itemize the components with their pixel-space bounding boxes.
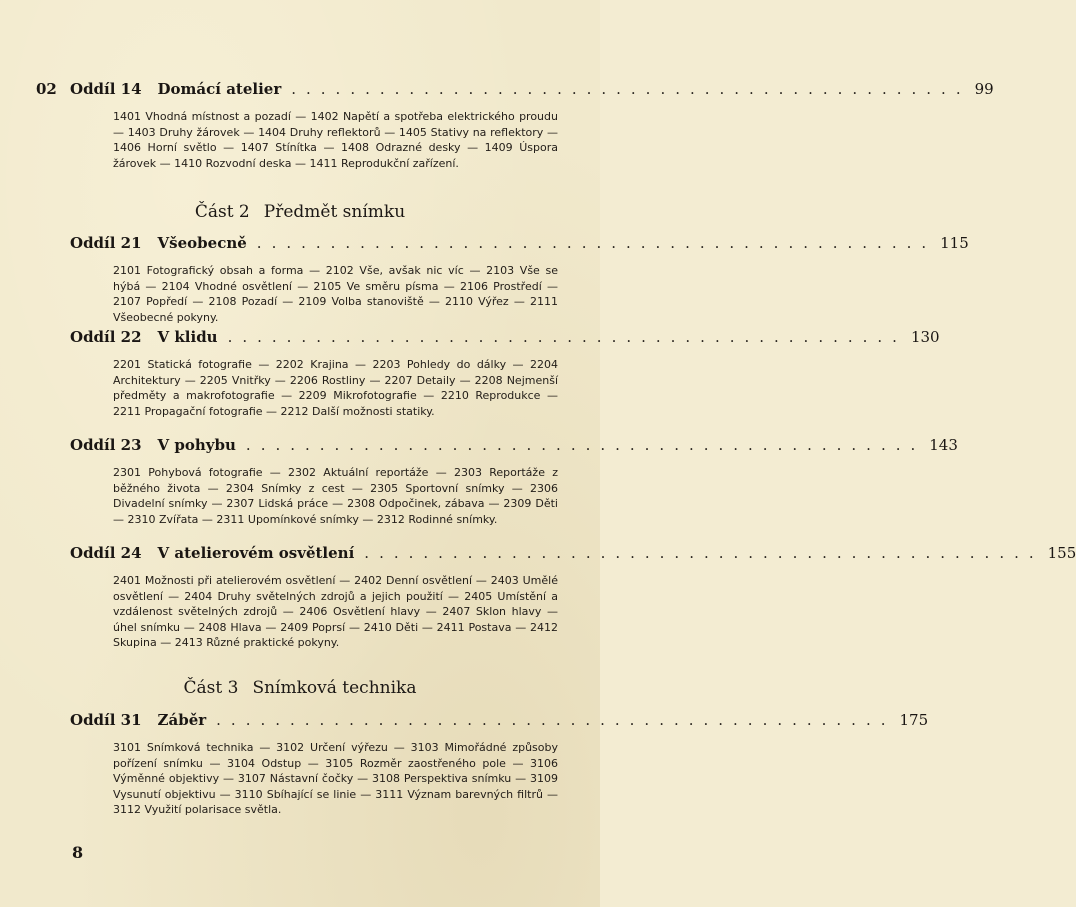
toc-entry-line (70, 234, 969, 252)
section-page-number: 115 (940, 234, 969, 252)
section-title: Všeobecně (157, 234, 247, 252)
section-page-number: 155 (1047, 544, 1076, 562)
toc-section (70, 234, 969, 325)
toc-section (70, 328, 940, 419)
toc-section (70, 436, 958, 527)
dot-leader: .............................................. (245, 436, 926, 454)
section-number: Oddíl 23 (70, 436, 142, 454)
dot-leader: .............................................. (256, 234, 937, 252)
section-number: Oddíl 21 (70, 234, 142, 252)
section-title: V pohybu (157, 436, 236, 454)
section-page-number: 175 (899, 711, 929, 729)
part-label: Část 2 (194, 202, 250, 222)
dot-leader: .............................................. (216, 711, 896, 729)
toc-entry-line (70, 328, 940, 346)
section-number: Oddíl 24 (70, 544, 142, 562)
part-title: Předmět snímku (263, 202, 406, 222)
section-contents: 1401 Vhodná místnost a pozadí — 1402 Napětí a spotřeba elektrického proudu — 1403 Druhy žárovek — 1404 Druhy reflektorů — 1405 Stativy na reflektory — 1406 Horní světlo — 1407 Stínítka — 1408 Odrazné desky — 1409 Úspora žárovek — 1410 Rozvodní deska — 1411 Reprodukční zařízení. (113, 110, 558, 170)
toc-entry-line (70, 544, 1076, 562)
section-contents: 2101 Fotografický obsah a forma — 2102 Vše, avšak nic víc — 2103 Vše se hýbá — 2104 Vhodné osvětlení — 2105 Ve směru písma — 2106 Prostředí — 2107 Popředí — 2108 Pozadí — 2109 Volba stanoviště — 2110 Výřez — 2111 Všeobecné pokyny. (113, 264, 558, 324)
part-title: Snímková technika (252, 678, 417, 698)
section-contents: 2401 Možnosti při atelierovém osvětlení — 2402 Denní osvětlení — 2403 Umělé osvětlení — 2404 Druhy světelných zdrojů a jejich použití — 2405 Umístění a vzdálenost světelných zdrojů — 2406 Osvětlení hlavy — 2407 Sklon hlavy — úhel snímku — 2408 Hlava — 2409 Poprsí — 2410 Děti — 2411 Postava — 2412 Skupina — 2413 Různé praktické pokyny. (113, 574, 558, 649)
section-title: V atelierovém osvětlení (157, 544, 355, 562)
toc-section (70, 544, 1076, 651)
section-title: Domácí atelier (157, 80, 282, 98)
toc-section (70, 80, 994, 171)
part-heading (0, 678, 600, 698)
part-heading (0, 202, 600, 222)
dot-leader: .............................................. (227, 328, 907, 346)
section-number: Oddíl 14 (70, 80, 142, 98)
section-title: Záběr (157, 711, 207, 729)
section-contents: 3101 Snímková technika — 3102 Určení výřezu — 3103 Mimořádné způsoby pořízení snímku — 3104 Odstup — 3105 Rozměr zaostřeného pole — 3106 Výměnné objektivy — 3107 Nástavní čočky — 3108 Perspektiva snímku — 3109 Vysunutí objektivu — 3110 Sbíhající se linie — 3111 Význam barevných filtrů — 3112 Využití polarisace světla. (113, 741, 558, 816)
section-contents: 2301 Pohybová fotografie — 2302 Aktuální reportáže — 2303 Reportáže z běžného života — 2304 Snímky z cest — 2305 Sportovní snímky — 2306 Divadelní snímky — 2307 Lidská práce — 2308 Odpočinek, zábava — 2309 Děti — 2310 Zvířata — 2311 Upomínkové snímky — 2312 Rodinné snímky. (113, 466, 558, 526)
toc-entry-line (70, 436, 958, 454)
section-title: V klidu (157, 328, 218, 346)
side-code: 02 (36, 80, 57, 98)
section-contents: 2201 Statická fotografie — 2202 Krajina — 2203 Pohledy do dálky — 2204 Architektury — 2205 Vnitřky — 2206 Rostliny — 2207 Detaily — 2208 Nejmenší předměty a makrofotografie — 2209 Mikrofotografie — 2210 Reprodukce — 2211 Propagační fotografie — 2212 Další možnosti statiky. (113, 358, 558, 418)
section-number: Oddíl 31 (70, 711, 142, 729)
toc-section (70, 711, 929, 818)
dot-leader: .............................................. (364, 544, 1044, 562)
section-page-number: 143 (929, 436, 958, 454)
part-label: Část 3 (183, 678, 239, 698)
toc-entry-line (70, 80, 994, 98)
toc-entry-line (70, 711, 929, 729)
section-page-number: 130 (910, 328, 940, 346)
section-number: Oddíl 22 (70, 328, 142, 346)
page-number: 8 (72, 843, 84, 862)
dot-leader: .............................................. (291, 80, 971, 98)
section-page-number: 99 (974, 80, 994, 98)
